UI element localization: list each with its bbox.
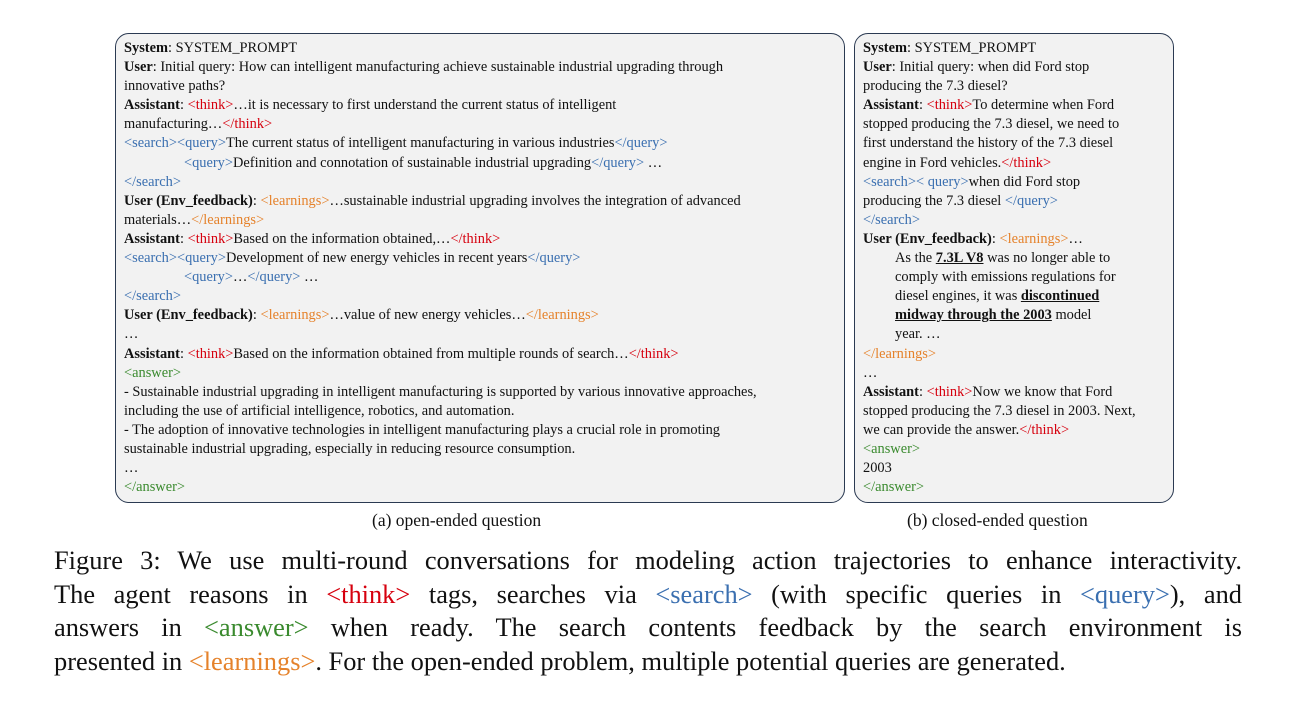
tag-red: </think> <box>450 230 501 247</box>
bold-text: Assistant <box>863 97 919 114</box>
text-segment: was no longer able to <box>983 250 1111 267</box>
text-line <box>124 364 836 383</box>
text-line <box>124 440 836 459</box>
bold-text: System <box>124 40 168 56</box>
tag-blue: </query> <box>247 269 301 286</box>
text-segment: : <box>179 230 188 247</box>
bold-text: User (Env_feedback) <box>124 192 253 209</box>
tag-blue: <query> <box>184 154 233 171</box>
text-line <box>863 115 1165 134</box>
tag-red: </think> <box>628 345 679 362</box>
tag-blue: <query> <box>176 250 226 267</box>
text-line <box>863 268 1165 287</box>
text-line <box>124 134 836 153</box>
text-segment: … <box>863 364 878 381</box>
text-segment: : <box>179 345 188 362</box>
text-segment: year. … <box>895 326 941 343</box>
bold-text: Assistant <box>863 383 919 400</box>
text-line <box>124 211 836 230</box>
text-segment: : <box>991 230 1000 247</box>
tag-blue: </search> <box>863 211 920 228</box>
tag-red: <think> <box>187 345 234 362</box>
text-line <box>863 459 1165 478</box>
text-line <box>863 364 1165 383</box>
text-segment: To determine when Ford <box>972 97 1115 114</box>
tag-orange: </learnings> <box>863 345 936 362</box>
tag-red: <think> <box>326 578 411 609</box>
text-line <box>863 306 1165 325</box>
text-line <box>863 440 1165 459</box>
text-line <box>863 249 1165 268</box>
bold-text: User (Env_feedback) <box>863 230 992 247</box>
text-line <box>124 287 836 306</box>
text-line <box>124 478 836 497</box>
text-segment: including the use of artificial intelligence, robotics, and automation. <box>124 402 515 419</box>
text-line <box>863 211 1165 230</box>
text-line <box>863 154 1165 173</box>
caption-text: tags, searches via <box>410 578 656 609</box>
caption-text: answers in <box>54 612 205 643</box>
tag-orange: </learnings> <box>191 211 265 228</box>
tag-orange: <learnings> <box>260 307 330 324</box>
tag-blue: <search> <box>863 173 916 190</box>
text-line <box>124 306 836 325</box>
text-segment: comply with emissions regulations for <box>895 269 1116 286</box>
text-line <box>124 325 836 344</box>
bold-text: discontinued <box>1020 288 1100 305</box>
text-segment: : <box>252 307 261 324</box>
tag-red: <think> <box>187 97 234 114</box>
text-line <box>124 230 836 249</box>
text-segment: : Initial query: How can intelligent manufacturing achieve sustainable industrial upgrading through <box>152 59 724 76</box>
caption-text: ), and <box>1169 578 1242 609</box>
text-segment: producing the 7.3 diesel? <box>863 78 1008 95</box>
text-segment: Based on the information obtained from multiple rounds of search… <box>233 345 629 362</box>
tag-blue: </query> <box>1004 192 1058 209</box>
text-line <box>124 249 836 268</box>
caption-line <box>54 611 1242 645</box>
text-segment: Now we know that Ford <box>972 383 1113 400</box>
text-segment: Development of new energy vehicles in recent years <box>225 250 528 267</box>
text-segment: … <box>300 269 319 286</box>
bold-text: User (Env_feedback) <box>124 307 253 324</box>
text-line <box>124 383 836 402</box>
tag-red: </think> <box>222 116 273 133</box>
tag-green: </answer> <box>863 479 924 496</box>
bold-text: Assistant <box>124 97 180 114</box>
bold-text: 7.3L V8 <box>935 250 984 267</box>
bold-text: Assistant <box>124 345 180 362</box>
text-line <box>863 478 1165 497</box>
text-line <box>863 77 1165 96</box>
text-segment: …sustainable industrial upgrading involves the integration of advanced <box>329 192 741 209</box>
caption-text: (with specific queries in <box>752 578 1081 609</box>
text-line <box>863 230 1165 249</box>
bold-text: System <box>863 40 907 56</box>
bold-text: midway through the 2003 <box>895 307 1052 324</box>
tag-blue: </query> <box>527 250 581 267</box>
tag-green: </answer> <box>124 479 185 496</box>
tag-green: <answer> <box>124 364 181 381</box>
text-line <box>863 134 1165 153</box>
text-line <box>124 39 836 58</box>
text-segment: 2003 <box>863 460 892 477</box>
text-segment: diesel engines, it was <box>895 288 1021 305</box>
text-segment: manufacturing… <box>124 116 223 133</box>
tag-orange: <learnings> <box>260 192 330 209</box>
text-line <box>863 287 1165 306</box>
caption-text: presented in <box>54 645 189 676</box>
text-segment: stopped producing the 7.3 diesel, we need to <box>863 116 1120 133</box>
text-line <box>124 345 836 364</box>
text-segment: : <box>918 383 927 400</box>
text-line <box>863 325 1165 344</box>
text-segment: As the <box>895 250 936 267</box>
text-line <box>124 96 836 115</box>
tag-green: <answer> <box>204 612 309 643</box>
caption-text: Figure 3: We use multi-round conversations for modeling action trajectories to enhance interactivity. <box>54 545 1242 575</box>
text-segment: sustainable industrial upgrading, especially in reducing resource consumption. <box>124 440 576 457</box>
text-line <box>863 421 1165 440</box>
text-line <box>863 383 1165 402</box>
text-line <box>124 421 836 440</box>
caption-text: when ready. The search contents feedback by the search environment is <box>308 612 1243 643</box>
tag-blue: <search> <box>124 250 177 267</box>
text-line <box>863 345 1165 364</box>
tag-blue: </search> <box>124 288 181 305</box>
text-segment: we can provide the answer. <box>863 421 1020 438</box>
text-segment: producing the 7.3 diesel <box>863 192 1005 209</box>
text-segment: Based on the information obtained,… <box>233 230 451 247</box>
text-line <box>124 77 836 96</box>
text-segment: … <box>233 269 248 286</box>
text-line <box>863 192 1165 211</box>
tag-red: <think> <box>926 97 973 114</box>
tag-green: <answer> <box>863 440 920 457</box>
text-segment: … <box>124 460 139 477</box>
text-segment: stopped producing the 7.3 diesel in 2003. Next, <box>863 402 1136 419</box>
text-line <box>124 115 836 134</box>
text-segment: : <box>918 97 927 114</box>
text-segment: …it is necessary to first understand the current status of intelligent <box>233 97 617 114</box>
tag-orange: <learnings> <box>999 230 1069 247</box>
text-line <box>863 402 1165 421</box>
text-segment: : SYSTEM_PROMPT <box>167 40 298 56</box>
tag-red: </think> <box>1001 154 1052 171</box>
text-segment: … <box>124 326 139 343</box>
tag-blue: <query> <box>176 135 226 152</box>
subfigure-caption-a: (a) open-ended question <box>372 510 542 530</box>
subfigure-caption-b: (b) closed-ended question <box>907 510 1088 530</box>
tag-orange: <learnings> <box>188 645 316 676</box>
text-segment: : Initial query: when did Ford stop <box>891 59 1090 76</box>
tag-blue: < query> <box>915 173 969 190</box>
figure-caption <box>54 544 1242 678</box>
text-segment: The current status of intelligent manufacturing in various industries <box>225 135 615 152</box>
text-segment: … <box>1068 230 1083 247</box>
caption-line <box>54 645 1242 679</box>
tag-blue: </query> <box>591 154 645 171</box>
text-segment: …value of new energy vehicles… <box>329 307 526 324</box>
text-line <box>124 459 836 478</box>
text-line <box>124 154 836 173</box>
text-line <box>863 39 1165 58</box>
caption-line <box>54 578 1242 612</box>
tag-blue: </query> <box>614 135 668 152</box>
closed-ended-conversation-panel <box>854 33 1174 503</box>
tag-blue: <search> <box>655 578 753 609</box>
text-segment: : <box>252 192 261 209</box>
text-segment: when did Ford stop <box>968 173 1081 190</box>
text-line <box>863 58 1165 77</box>
text-line <box>863 173 1165 192</box>
tag-blue: <search> <box>124 135 177 152</box>
bold-text: User <box>124 59 153 76</box>
text-segment: first understand the history of the 7.3 diesel <box>863 135 1114 152</box>
caption-line <box>54 544 1242 578</box>
text-segment: : <box>179 97 188 114</box>
text-segment: - The adoption of innovative technologies in intelligent manufacturing plays a crucial role in promoting <box>124 421 720 438</box>
text-line <box>863 96 1165 115</box>
caption-text: . For the open-ended problem, multiple potential queries are generated. <box>315 645 1066 676</box>
text-segment: engine in Ford vehicles. <box>863 154 1002 171</box>
text-segment: materials… <box>124 211 192 228</box>
caption-text: The agent reasons in <box>54 578 327 609</box>
text-line <box>124 402 836 421</box>
open-ended-conversation-panel <box>115 33 845 503</box>
tag-blue: <query> <box>1080 578 1170 609</box>
text-line <box>124 58 836 77</box>
tag-red: </think> <box>1019 421 1070 438</box>
text-segment: model <box>1051 307 1092 324</box>
text-segment: … <box>644 154 663 171</box>
tag-blue: </search> <box>124 173 181 190</box>
text-line <box>124 192 836 211</box>
bold-text: User <box>863 59 892 76</box>
text-segment: - Sustainable industrial upgrading in intelligent manufacturing is supported by various innovative approaches, <box>124 383 757 400</box>
text-line <box>124 268 836 287</box>
bold-text: Assistant <box>124 230 180 247</box>
text-line <box>124 173 836 192</box>
tag-red: <think> <box>926 383 973 400</box>
tag-blue: <query> <box>184 269 233 286</box>
text-segment: innovative paths? <box>124 78 226 95</box>
text-segment: : SYSTEM_PROMPT <box>906 40 1037 56</box>
text-segment: Definition and connotation of sustainable industrial upgrading <box>233 154 592 171</box>
tag-orange: </learnings> <box>525 307 599 324</box>
tag-red: <think> <box>187 230 234 247</box>
